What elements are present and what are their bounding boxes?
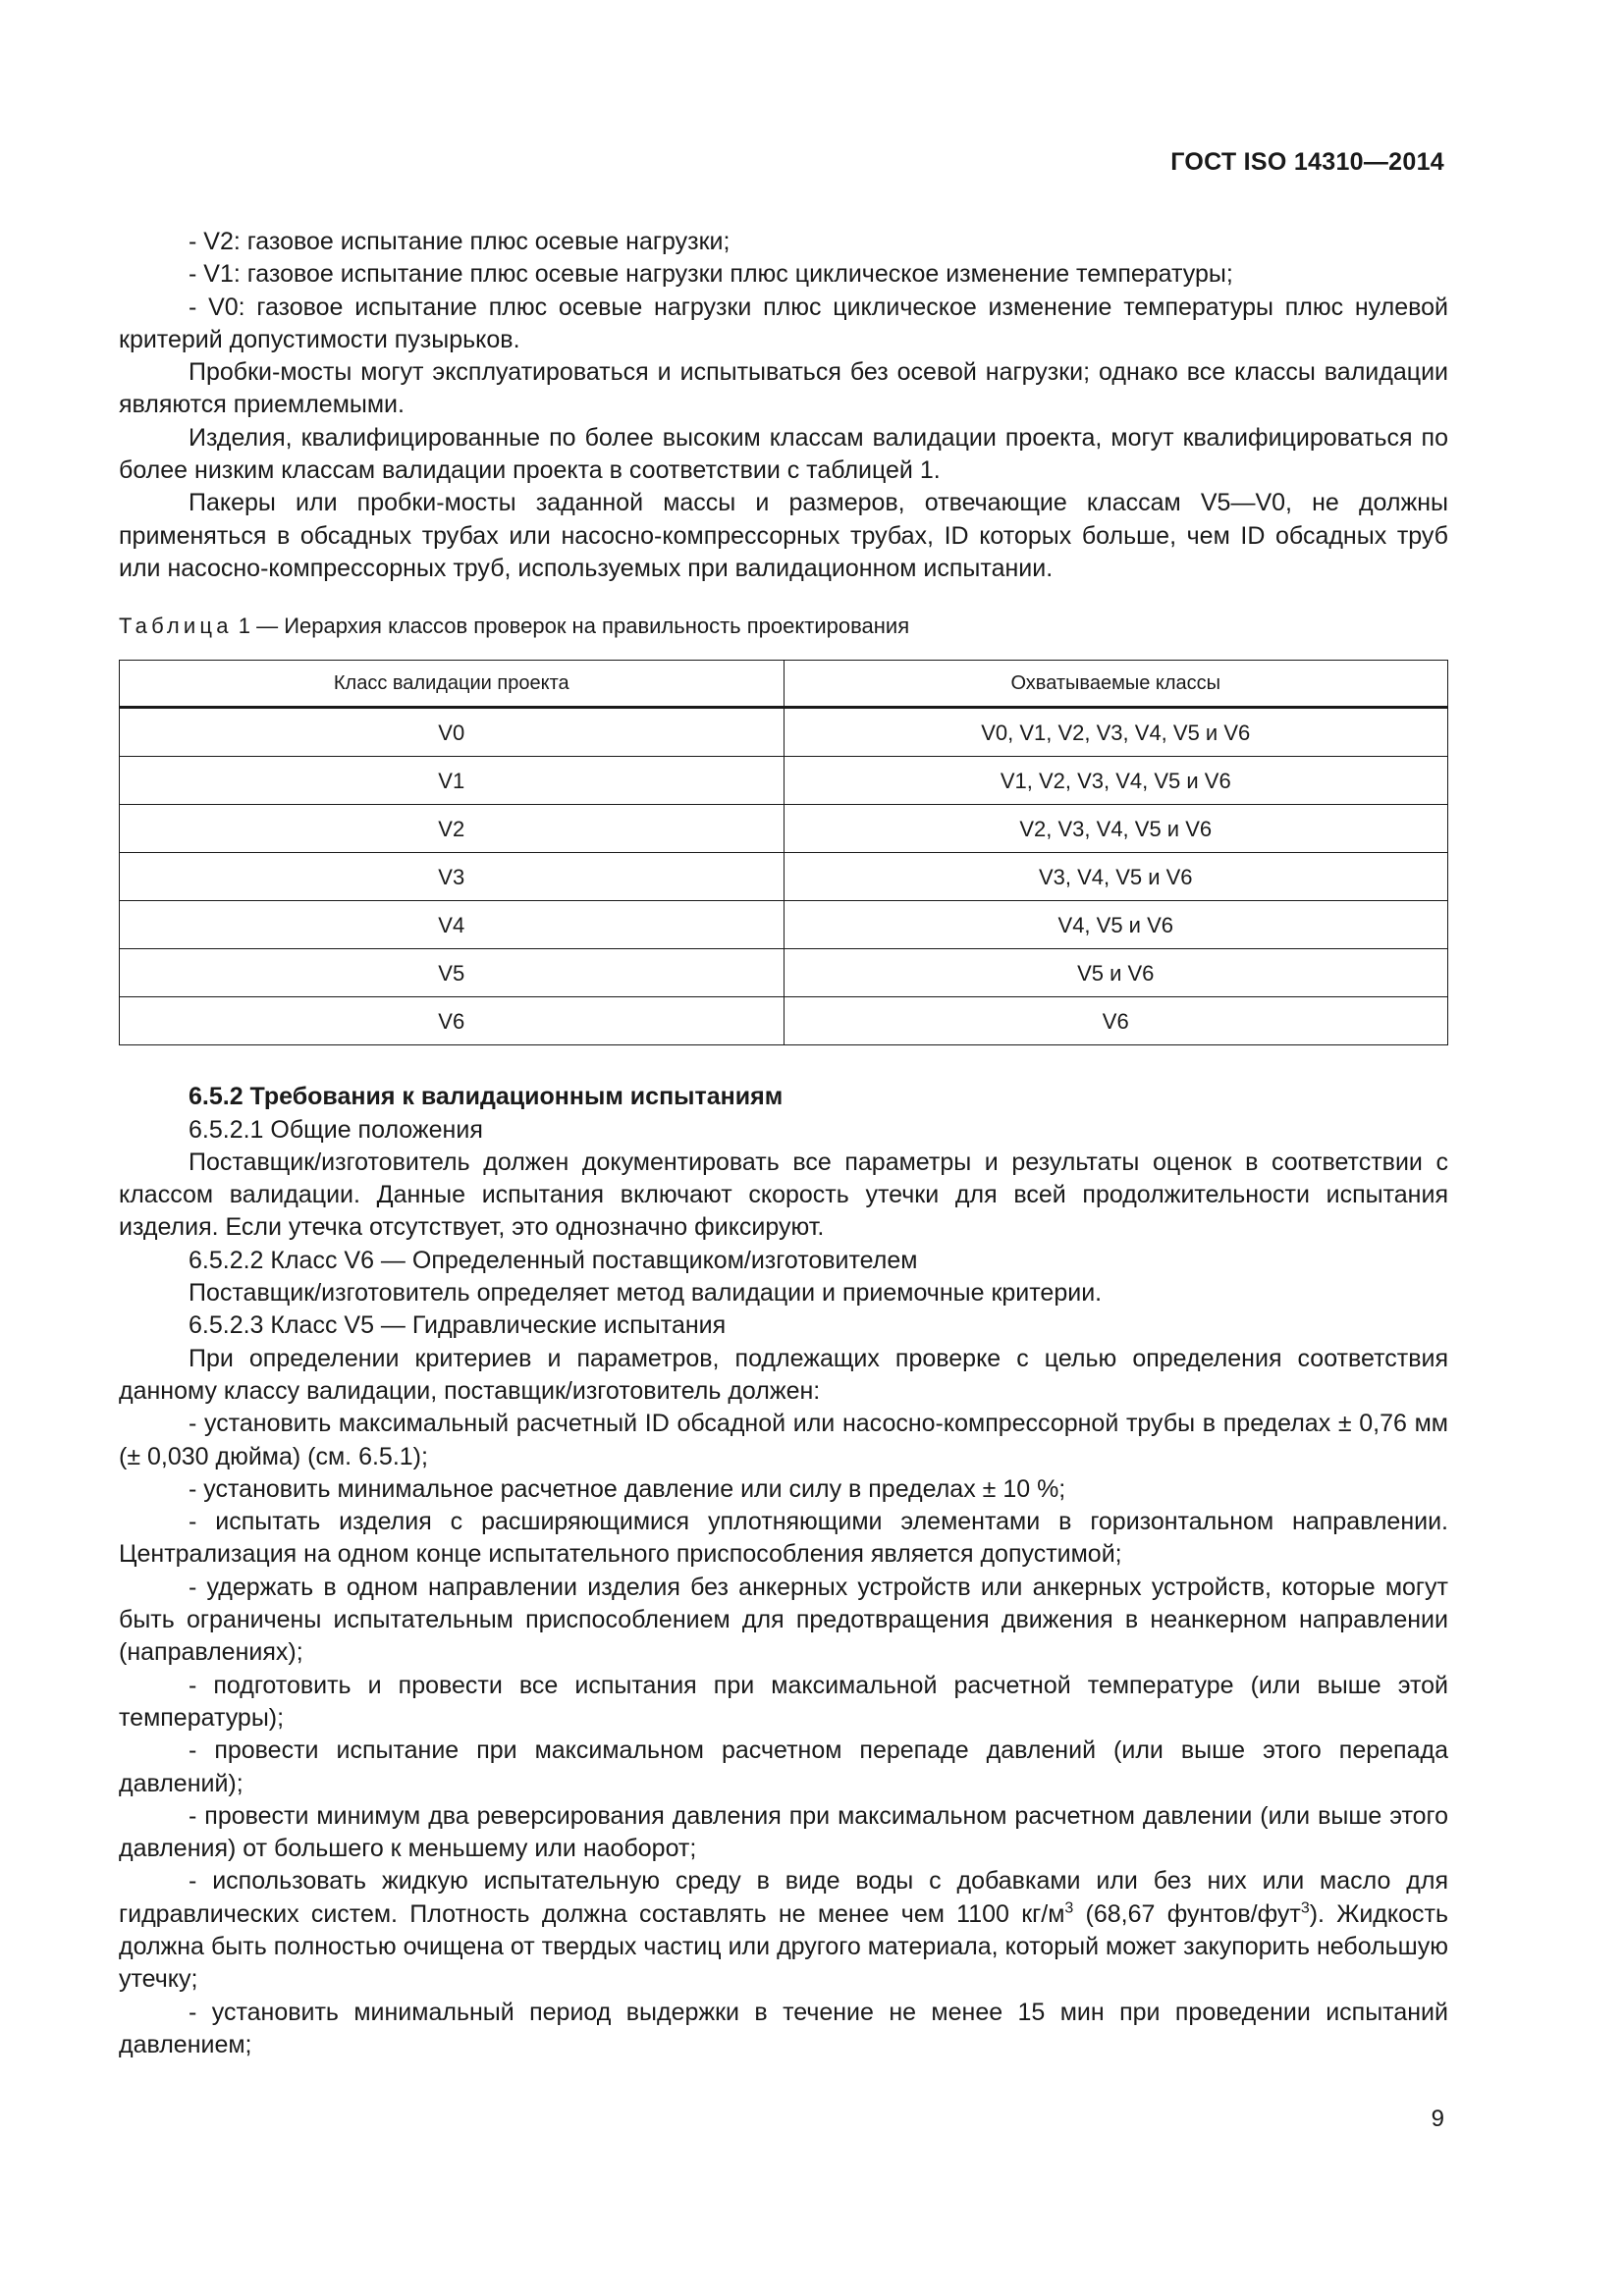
list-item: - установить минимальное расчетное давление или силу в пределах ± 10 %;	[189, 1474, 1066, 1503]
paragraph: Поставщик/изготовитель определяет метод валидации и приемочные критерии.	[189, 1279, 1103, 1308]
table-cell: V5 и V6	[784, 949, 1448, 997]
superscript: 3	[1300, 1899, 1310, 1917]
subsection-heading: 6.5.2.3 Класс V5 — Гидравлические испытания	[189, 1311, 727, 1340]
table-header-row	[120, 661, 1448, 708]
document-header: ГОСТ ISO 14310—2014	[1170, 148, 1444, 176]
paragraph: При определении критериев и параметров, подлежащих проверке с целью определения соответствия данному классу валидации, поставщик/изготовитель должен:	[119, 1344, 1448, 1405]
table-cell: V1	[120, 757, 785, 805]
superscript: 3	[1064, 1899, 1074, 1917]
list-item-fluid	[119, 1865, 1448, 1996]
table-row	[120, 805, 1448, 853]
table-caption	[119, 613, 1448, 640]
table-row	[120, 853, 1448, 901]
list-item: - удержать в одном направлении изделия без анкерных устройств или анкерных устройств, которые могут быть ограничены испытательным приспособлением для предотвращения движения в неанкерном направлении (направлениях);	[119, 1573, 1448, 1667]
paragraph: Поставщик/изготовитель должен документировать все параметры и результаты оценок в соответствии с классом валидации. Данные испытания включают скорость утечки для всей продолжительности испытания изделия. Если утечка отсутствует, это однозначно фиксируют.	[119, 1148, 1448, 1242]
section-heading: 6.5.2 Требования к валидационным испытаниям	[189, 1083, 784, 1111]
page-content	[119, 226, 1448, 2061]
list-item: - V1: газовое испытание плюс осевые нагрузки плюс циклическое изменение температуры;	[189, 260, 1233, 289]
paragraph: Пакеры или пробки-мосты заданной массы и размеров, отвечающие классам V5—V0, не должны применяться в обсадных трубах или насосно-компрессорных трубах, ID которых больше, чем ID обсадных труб или насосно-компрессорных труб, используемых при валидационном испытании.	[119, 489, 1448, 582]
table-cell: V6	[120, 997, 785, 1045]
fluid-text-2: (68,67 фунтов/фут	[1073, 1899, 1301, 1928]
paragraph: Изделия, квалифицированные по более высоким классам валидации проекта, могут квалифицироваться по более низким классам валидации проекта в соответствии с таблицей 1.	[119, 423, 1448, 485]
column-header-design-class: Класс валидации проекта	[120, 661, 785, 708]
list-item: - установить минимальный период выдержки в течение не менее 15 мин при проведении испытаний давлением;	[119, 1998, 1448, 2058]
list-item: - испытать изделия с расширяющимися уплотняющими элементами в горизонтальном направлении. Централизация на одном конце испытательного приспособления является допустимой;	[119, 1508, 1448, 1569]
table-cell: V3, V4, V5 и V6	[784, 853, 1448, 901]
list-item: - установить максимальный расчетный ID обсадной или насосно-компрессорной трубы в пределах ± 0,76 мм (± 0,030 дюйма) (см. 6.5.1);	[119, 1410, 1448, 1470]
table-cell: V3	[120, 853, 785, 901]
section-6-5-2	[119, 1081, 1448, 2061]
table-row	[120, 901, 1448, 949]
table-cell: V0, V1, V2, V3, V4, V5 и V6	[784, 708, 1448, 757]
page-number: 9	[1431, 2106, 1444, 2132]
table-cell: V2, V3, V4, V5 и V6	[784, 805, 1448, 853]
validation-classes-table	[119, 660, 1448, 1045]
list-item: - V2: газовое испытание плюс осевые нагрузки;	[189, 228, 731, 255]
table-row	[120, 997, 1448, 1045]
fluid-text-3: ). Жидкость должна быть полностью очищена от твердых частиц или другого материала, который может закупорить небольшую утечку;	[119, 1899, 1448, 1994]
table-cell: V6	[784, 997, 1448, 1045]
table-row	[120, 708, 1448, 757]
table-cell: V4, V5 и V6	[784, 901, 1448, 949]
table-caption-prefix: Таблица	[119, 614, 233, 639]
table-row	[120, 949, 1448, 997]
subsection-heading: 6.5.2.1 Общие положения	[189, 1115, 483, 1144]
list-item: - подготовить и провести все испытания при максимальной расчетной температуре (или выше этой температуры);	[119, 1671, 1448, 1732]
table-cell: V1, V2, V3, V4, V5 и V6	[784, 757, 1448, 805]
column-header-covered-classes: Охватываемые классы	[784, 661, 1448, 708]
table-row	[120, 757, 1448, 805]
list-item: - провести минимум два реверсирования давления при максимальном расчетном давлении (или выше этого давления) от большего к меньшему или наоборот;	[119, 1801, 1448, 1863]
list-item: - V0: газовое испытание плюс осевые нагрузки плюс циклическое изменение температуры плюс нулевой критерий допустимости пузырьков.	[119, 293, 1448, 353]
subsection-heading: 6.5.2.2 Класс V6 — Определенный поставщиком/изготовителем	[189, 1246, 918, 1274]
table-cell: V2	[120, 805, 785, 853]
table-caption-text: 1 — Иерархия классов проверок на правильность проектирования	[232, 614, 910, 639]
list-item: - провести испытание при максимальном расчетном перепаде давлений (или выше этого перепада давлений);	[119, 1736, 1448, 1797]
paragraph: Пробки-мосты могут эксплуатироваться и испытываться без осевой нагрузки; однако все классы валидации являются приемлемыми.	[119, 358, 1448, 419]
table-cell: V0	[120, 708, 785, 757]
table-cell: V4	[120, 901, 785, 949]
fluid-text-1: - использовать жидкую испытательную среду в виде воды с добавками или без них или масло для гидравлических систем. Плотность должна составлять не менее чем 1100 кг/м	[119, 1867, 1448, 1928]
table-cell: V5	[120, 949, 785, 997]
